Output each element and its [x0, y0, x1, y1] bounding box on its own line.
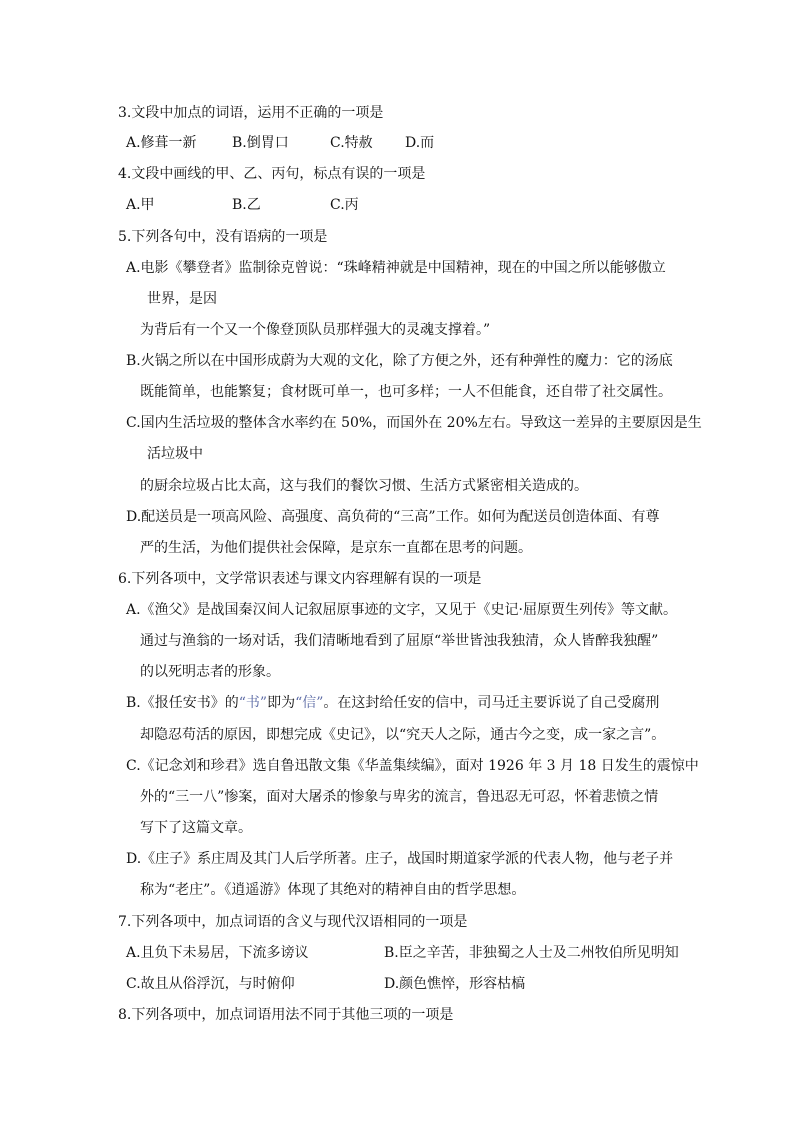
q5-option-d-line1: D.配送员是一项高风险、高强度、高负荷的“三高”工作。如何为配送员创造体面、有尊 [126, 509, 660, 525]
q4-option-c: C.丙 [330, 197, 359, 213]
q3-option-a: A.修葺一新 [126, 135, 197, 151]
q6-option-a-line1: A.《渔父》是战国秦汉间人记叙屈原事迹的文字，又见于《史记·屈原贾生列传》等文献。 [126, 602, 678, 618]
q5-option-c-line2: 活垃圾中 [147, 446, 203, 462]
question-5-stem: 5.下列各句中，没有语病的一项是 [118, 229, 328, 245]
q6-option-c-line3: 写下了这篇文章。 [140, 820, 252, 836]
q7-option-b: B.臣之辛苦，非独蜀之人士及二州牧伯所见明知 [384, 945, 679, 961]
q6-b-post: 。在这封给任安的信中，司马迁主要诉说了自己受腐刑 [323, 695, 660, 711]
q4-option-a: A.甲 [126, 197, 155, 213]
q5-option-c-line3: 的厨余垃圾占比太高，这与我们的餐饮习惯、生活方式紧密相关造成的。 [140, 478, 588, 494]
q6-b-quote-shu: “书” [238, 695, 268, 711]
q6-option-a-line3: 的以死明志者的形象。 [140, 664, 280, 680]
q6-b-pre: B.《报任安书》的 [126, 695, 239, 711]
q6-b-mid: 即为 [267, 695, 296, 711]
q5-option-b-line2: 既能简单，也能繁复；食材既可单一，也可多样；一人不但能食，还自带了社交属性。 [140, 384, 672, 400]
question-8-stem: 8.下列各项中，加点词语用法不同于其他三项的一项是 [118, 1007, 454, 1023]
q6-option-d-line2: 称为“老庄”。《逍遥游》体现了其绝对的精神自由的哲学思想。 [140, 882, 526, 898]
q7-option-c: C.故且从俗浮沉，与时俯仰 [126, 976, 295, 992]
q6-option-c-line1: C.《记念刘和珍君》选自鲁迅散文集《华盖集续编》，面对 1926 年 3 月 18 日发生的震惊中 [126, 758, 699, 774]
q5-option-d-line2: 严的生活，为他们提供社会保障，是京东一直都在思考的问题。 [140, 540, 532, 556]
q6-b-quote-xin: “信” [295, 695, 324, 711]
q3-option-c: C.特赦 [330, 135, 373, 151]
question-6-stem: 6.下列各项中，文学常识表述与课文内容理解有误的一项是 [118, 571, 482, 587]
q3-option-d: D.而 [405, 135, 435, 151]
q6-option-c-line2: 外的“三一八”惨案，面对大屠杀的惨象与卑劣的流言，鲁迅忍无可忍，怀着悲愤之情 [140, 789, 659, 805]
q6-option-d-line1: D.《庄子》系庄周及其门人后学所著。庄子，战国时期道家学派的代表人物，他与老子并 [126, 851, 674, 867]
q7-option-d: D.颜色憔悴，形容枯槁 [384, 976, 526, 992]
q3-option-b: B.倒胃口 [232, 135, 289, 151]
q5-option-a-line2: 世界，是因 [147, 291, 217, 307]
q6-option-b-line2: 却隐忍苟活的原因，即想完成《史记》，以“究天人之际，通古今之变，成一家之言”。 [140, 727, 666, 743]
q5-option-c-line1: C.国内生活垃圾的整体含水率约在 50%，而国外在 20%左右。导致这一差异的主要原因是生 [126, 415, 702, 431]
q6-option-b-line1 [126, 694, 659, 712]
question-4-stem: 4.文段中画线的甲、乙、丙句，标点有误的一项是 [118, 166, 426, 182]
q5-option-a-line1: A.电影《攀登者》监制徐克曾说：“珠峰精神就是中国精神，现在的中国之所以能够傲立 [126, 260, 666, 276]
question-7-stem: 7.下列各项中，加点词语的含义与现代汉语相同的一项是 [118, 914, 468, 930]
q6-option-a-line2: 通过与渔翁的一场对话，我们清晰地看到了屈原“举世皆浊我独清，众人皆醉我独醒” [140, 633, 659, 649]
q7-option-a: A.且负下未易居，下流多谤议 [126, 945, 309, 961]
q5-option-b-line1: B.火锅之所以在中国形成蔚为大观的文化，除了方便之外，还有种弹性的魔力：它的汤底 [126, 353, 673, 369]
q5-option-a-line3: 为背后有一个又一个像登顶队员那样强大的灵魂支撑着。” [140, 322, 491, 338]
q4-option-b: B.乙 [232, 197, 261, 213]
question-3-stem: 3.文段中加点的词语，运用不正确的一项是 [118, 105, 384, 121]
